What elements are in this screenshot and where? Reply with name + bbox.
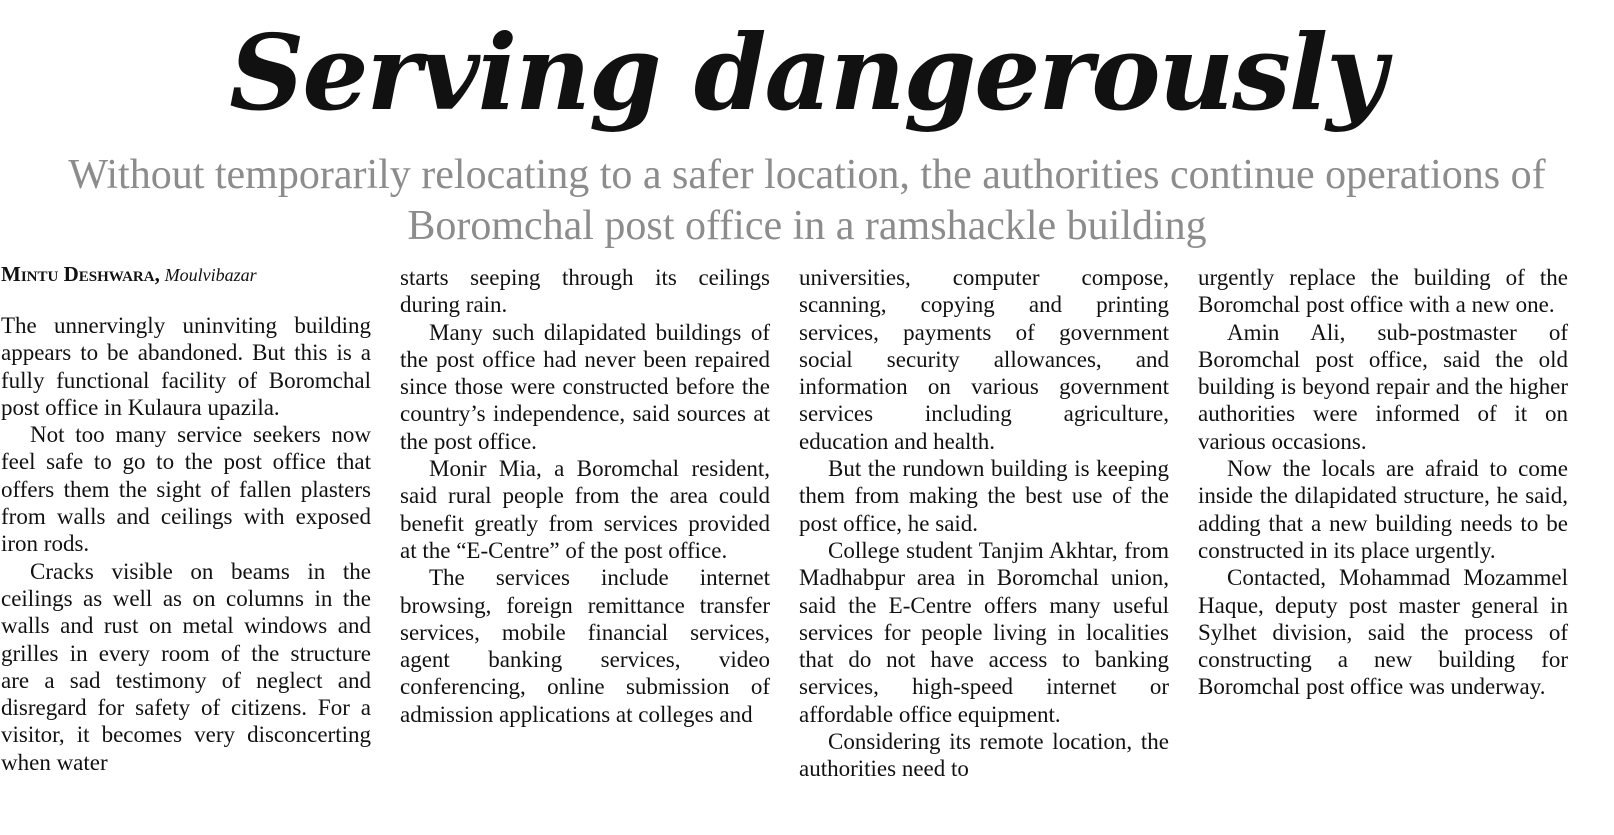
paragraph: College student Tanjim Akhtar, from Madhabpur area in Boromchal union, said the E-Centre offers many useful services for people living in localities that do not have access to banking services, high-speed internet or affordable office equipment. [799, 537, 1169, 727]
article-column-4 [1198, 264, 1568, 701]
paragraph: Now the locals are afraid to come inside the dilapidated structure, he said, adding that a new building needs to be constructed in its place urgently. [1198, 456, 1568, 563]
article-column-3 [799, 264, 1169, 783]
paragraph: urgently replace the building of the Boromchal post office with a new one. [1198, 265, 1568, 318]
byline-author: Mintu Deshwara, [1, 262, 160, 286]
paragraph: universities, computer compose, scanning, copying and printing services, payments of government social security allowances, and information on various government services including agriculture, education and health. [799, 265, 1169, 454]
paragraph: starts seeping through its ceilings during rain. [400, 265, 770, 318]
deck-subheadline: Without temporarily relocating to a safer location, the authorities continue operations of Boromchal post office in a ramshackle building [68, 152, 1546, 249]
paragraph: Amin Ali, sub-postmaster of Boromchal post office, said the old building is beyond repair and the higher authorities were informed of it on various occasions. [1198, 319, 1568, 454]
paragraph: Not too many service seekers now feel safe to go to the post office that offers them the sight of fallen plasters from walls and ceilings with exposed iron rods. [1, 422, 371, 557]
paragraph: Considering its remote location, the authorities need to [799, 729, 1169, 782]
paragraph: The unnervingly uninviting building appears to be abandoned. But this is a fully functional facility of Boromchal post office in Kulaura upazila. [1, 313, 371, 420]
article-column-2 [400, 264, 770, 728]
headline: Serving dangerously [229, 11, 1385, 134]
paragraph: Many such dilapidated buildings of the post office had never been repaired since those were constructed before the country’s independence, said sources at the post office. [400, 319, 770, 454]
paragraph: But the rundown building is keeping them from making the best use of the post office, he said. [799, 456, 1169, 536]
paragraph: Contacted, Mohammad Mozammel Haque, deputy post master general in Sylhet division, said the process of constructing a new building for Boromchal post office was underway. [1198, 565, 1568, 700]
paragraph: The services include internet browsing, foreign remittance transfer services, mobile financial services, agent banking services, video conferencing, online submission of admission applications at colleges and [400, 565, 770, 727]
article-column-1 [1, 264, 371, 776]
paragraph: Cracks visible on beams in the ceilings as well as on columns in the walls and rust on metal windows and grilles in every room of the structure are a sad testimony of neglect and disregard for safety of citizens. For a visitor, it becomes very disconcerting when water [1, 558, 371, 775]
paragraph: Monir Mia, a Boromchal resident, said rural people from the area could benefit greatly from services provided at the “E-Centre” of the post office. [400, 456, 770, 563]
byline-location: Moulvibazar [164, 265, 257, 285]
byline [1, 264, 371, 286]
